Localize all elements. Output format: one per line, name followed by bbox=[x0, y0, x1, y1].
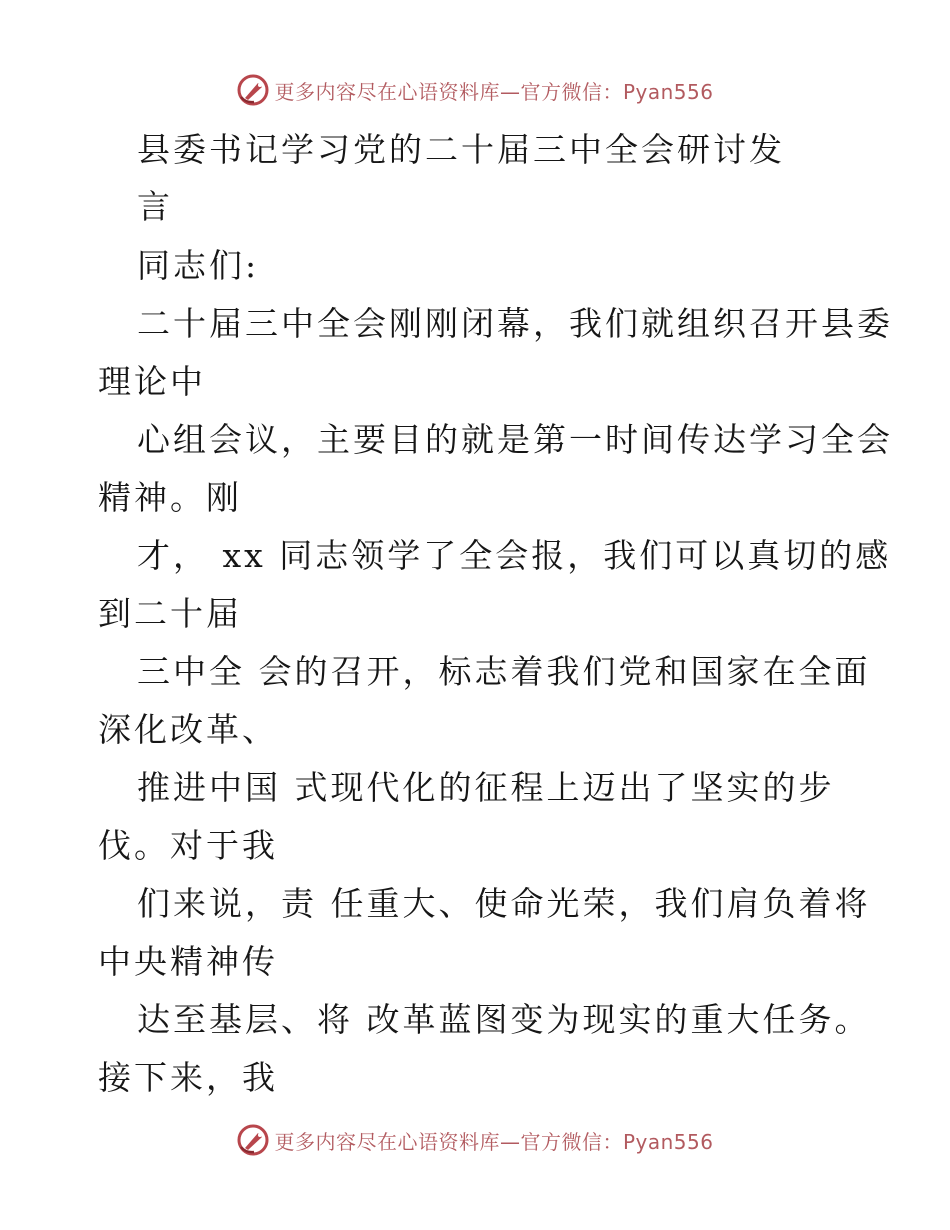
body-line: 中央精神传 bbox=[98, 942, 278, 981]
body-line: 接下来，我 bbox=[98, 1058, 278, 1097]
body-line: 深化改革、 bbox=[98, 710, 278, 749]
document-title-line-1: 县委书记学习党的二十届三中全会研讨发 bbox=[137, 130, 785, 169]
document-title-line-2: 言 bbox=[137, 187, 173, 226]
footer-watermark-text: 更多内容尽在心语资料库—官方微信：Pyan556 bbox=[274, 1129, 714, 1154]
body-line: 才， xx 同志领学了全会报，我们可以真切的感 bbox=[137, 536, 892, 575]
body-line: 们来说，责 任重大、使命光荣，我们肩负着将 bbox=[137, 884, 871, 923]
body-line: 心组会议，主要目的就是第一时间传达学习全会 bbox=[137, 420, 893, 459]
body-line: 推进中国 式现代化的征程上迈出了坚实的步 bbox=[137, 768, 835, 807]
body-line: 三中全 会的召开，标志着我们党和国家在全面 bbox=[137, 652, 871, 691]
body-line: 到二十届 bbox=[98, 594, 242, 633]
footer-watermark bbox=[0, 1120, 950, 1160]
body-line: 精神。刚 bbox=[98, 478, 242, 517]
header-watermark-text: 更多内容尽在心语资料库—官方微信：Pyan556 bbox=[274, 79, 714, 104]
body-line: 达至基层、将 改革蓝图变为现实的重大任务。 bbox=[137, 1000, 871, 1039]
body-line: 伐。对于我 bbox=[98, 826, 278, 865]
body-line: 二十届三中全会刚刚闭幕，我们就组织召开县委 bbox=[137, 304, 893, 343]
salutation: 同志们: bbox=[137, 246, 260, 285]
body-line: 理论中 bbox=[98, 362, 206, 401]
pen-nib-logo-icon bbox=[236, 1123, 270, 1157]
